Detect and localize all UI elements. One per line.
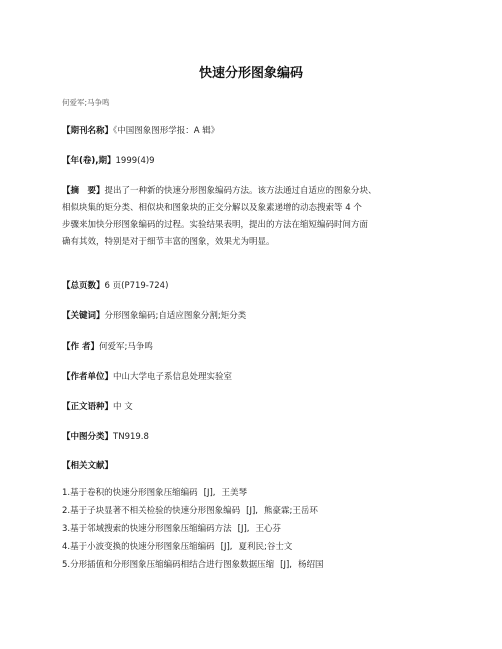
reference-type: [J],: [220, 542, 233, 552]
reference-title[interactable]: 3.基于邻域搜索的快速分形图象压缩编码方法: [62, 524, 232, 534]
reference-title[interactable]: 5.分形插值和分形图象压缩编码相结合进行图象数据压缩: [62, 560, 275, 570]
abstract-label: 【摘 要】: [62, 186, 105, 196]
reference-item[interactable]: [62, 502, 462, 520]
reference-author: 夏利民;谷士文: [238, 542, 293, 552]
classification-label: 【中图分类】: [62, 432, 114, 442]
reference-title[interactable]: 2.基于子块显著不相关检验的快速分形图象编码: [62, 506, 241, 516]
abstract-line: 步骤来加快分形图象编码的过程。实验结果表明，提出的方法在缩短编码时间方面: [62, 220, 369, 230]
reference-author: 熊豪霖;王岳环: [263, 506, 318, 516]
reference-type: [J],: [280, 560, 292, 570]
reference-item[interactable]: [62, 520, 462, 538]
reference-title[interactable]: 1.基于卷积的快速分形图象压缩编码: [62, 488, 198, 498]
related-label: 【相关文献】: [62, 461, 114, 471]
author-line: 何爱军;马争鸣: [62, 98, 110, 107]
keywords-label: 【关键词】: [62, 311, 105, 321]
language-field: [62, 399, 450, 416]
year-field: [62, 153, 450, 170]
reference-author: 杨绍国: [297, 560, 324, 570]
reference-item[interactable]: [62, 556, 462, 574]
year-label: 【年(卷),期】: [62, 156, 116, 166]
document-title: 快速分形图象编码: [198, 66, 303, 81]
keywords-field: [62, 308, 450, 325]
keywords-value: 分形图象编码;自适应图象分割;矩分类: [104, 311, 247, 321]
reference-item[interactable]: [62, 538, 462, 556]
reference-item[interactable]: [62, 484, 462, 502]
abstract-text: 提出了一种新的快速分形图象编码方法。该方法通过自适应的图象分块、: [104, 186, 377, 196]
reference-list: [62, 484, 462, 574]
reference-author: 王美琴: [221, 488, 247, 498]
language-label: 【正文语种】: [62, 402, 114, 412]
affiliation-label: 【作者单位】: [62, 372, 114, 382]
journal-label: 【期刊名称】: [62, 126, 114, 136]
pages-label: 【总页数】: [62, 281, 105, 291]
author-value: 何爱军;马争鸣: [98, 342, 153, 352]
pages-field: [62, 278, 450, 295]
affiliation-field: [62, 369, 450, 386]
abstract-field: [62, 183, 450, 251]
related-field: [62, 458, 450, 475]
pages-value: 6 页(P719-724): [104, 281, 169, 291]
reference-type: [J],: [203, 488, 216, 498]
abstract-line: 相似块集的矩分类、相似块和图象块的正交分解以及象素递增的动态搜索等 4 个: [62, 203, 362, 213]
reference-title[interactable]: 4.基于小波变换的快速分形图象压缩编码: [62, 542, 215, 552]
reference-type: [J],: [237, 524, 250, 534]
journal-value: 《中国图象图形学报：A 辑》: [113, 126, 220, 136]
author-label: 【作 者】: [62, 342, 99, 352]
author-field: [62, 339, 450, 356]
abstract-line: 确有其效，特别是对于细节丰富的图象，效果尤为明显。: [62, 237, 275, 247]
abstract-line: [62, 183, 450, 200]
language-value: 中 文: [113, 402, 133, 412]
reference-author: 王心芬: [255, 524, 281, 534]
affiliation-value: 中山大学电子系信息处理实验室: [113, 372, 233, 382]
classification-field: [62, 429, 450, 446]
year-value: 1999(4)9: [115, 156, 155, 166]
reference-type: [J],: [246, 506, 258, 516]
journal-field: [62, 123, 450, 140]
classification-value: TN919.8: [113, 432, 149, 442]
